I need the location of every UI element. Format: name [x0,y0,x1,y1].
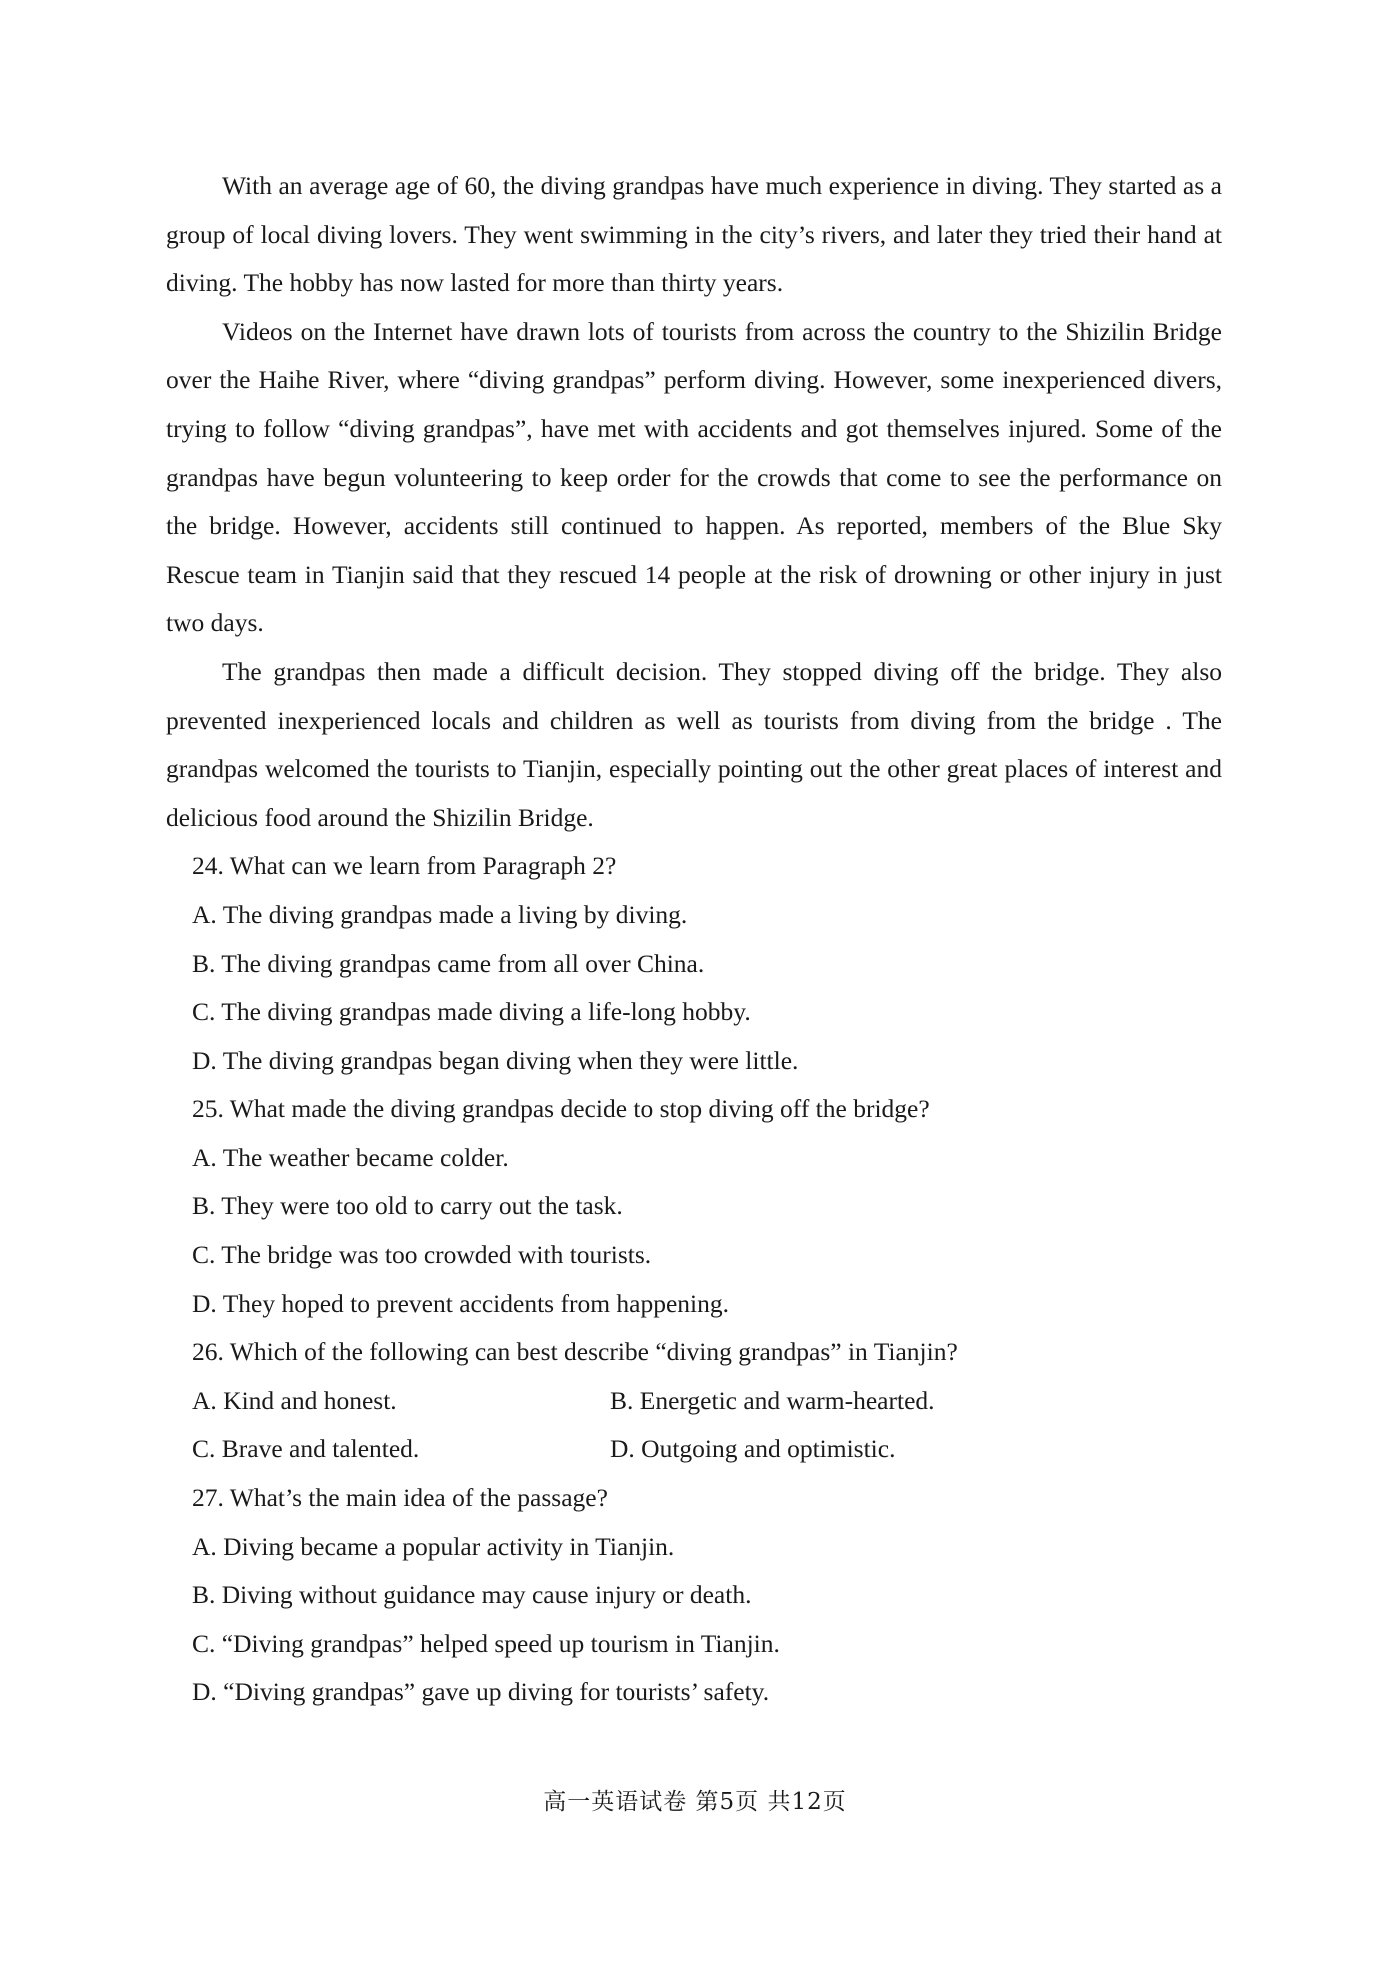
option-d: D. Outgoing and optimistic. [610,1434,896,1464]
option-b: B. Diving without guidance may cause injury or death. [192,1580,752,1610]
question-stem: 26. Which of the following can best describe “diving grandpas” in Tianjin? [192,1337,958,1367]
option-d: D. The diving grandpas began diving when they were little. [192,1045,799,1075]
option-row [192,1377,1222,1426]
reading-passage [166,162,1222,842]
option-b: B. The diving grandpas came from all over China. [192,948,705,978]
option-d: D. “Diving grandpas” gave up diving for tourists’ safety. [192,1677,770,1707]
option-c: C. The diving grandpas made diving a life-long hobby. [192,997,751,1027]
option-c: C. Brave and talented. [192,1434,420,1464]
question-24 [166,842,1222,1085]
passage-paragraph-2: Videos on the Internet have drawn lots of tourists from across the country to the Shizilin Bridge over the Haihe River, where “diving grandpas” perform diving. However, some inexperienced divers, trying to follow “diving grandpas”, have met with accidents and got themselves injured. Some of the grandpas have begun volunteering to keep order for the crowds that come to see the performance on the bridge. However, accidents still continued to happen. As reported, members of the Blue Sky Rescue team in Tianjin said that they rescued 14 people at the risk of drowning or other injury in just two days. [166,316,1222,638]
option-b: B. Energetic and warm-hearted. [610,1385,935,1415]
question-27 [166,1474,1222,1717]
option-b: B. They were too old to carry out the task. [192,1191,623,1221]
exam-page [166,162,1222,1717]
question-stem: 24. What can we learn from Paragraph 2? [192,851,617,881]
option-d: D. They hoped to prevent accidents from happening. [192,1288,729,1318]
question-stem: 25. What made the diving grandpas decide to stop diving off the bridge? [192,1094,930,1124]
question-25 [166,1085,1222,1328]
option-c: C. The bridge was too crowded with tourists. [192,1240,652,1270]
option-a: A. The weather became colder. [192,1142,509,1172]
question-26 [166,1328,1222,1474]
option-c: C. “Diving grandpas” helped speed up tourism in Tianjin. [192,1628,780,1658]
page-footer: 高一英语试卷 第5页 共12页 [543,1789,847,1815]
option-a: A. Kind and honest. [192,1385,397,1415]
question-stem: 27. What’s the main idea of the passage? [192,1483,608,1513]
option-a: A. Diving became a popular activity in Tianjin. [192,1531,675,1561]
option-row [192,1425,1222,1474]
passage-paragraph-3: The grandpas then made a difficult decision. They stopped diving off the bridge. They also prevented inexperienced locals and children as well as tourists from diving from the bridge . The grandpas welcomed the tourists to Tianjin, especially pointing out the other great places of interest and delicious food around the Shizilin Bridge. [166,656,1222,832]
passage-paragraph-1: With an average age of 60, the diving grandpas have much experience in diving. They started as a group of local diving lovers. They went swimming in the city’s rivers, and later they tried their hand at diving. The hobby has now lasted for more than thirty years. [166,171,1222,298]
option-a: A. The diving grandpas made a living by diving. [192,899,688,929]
